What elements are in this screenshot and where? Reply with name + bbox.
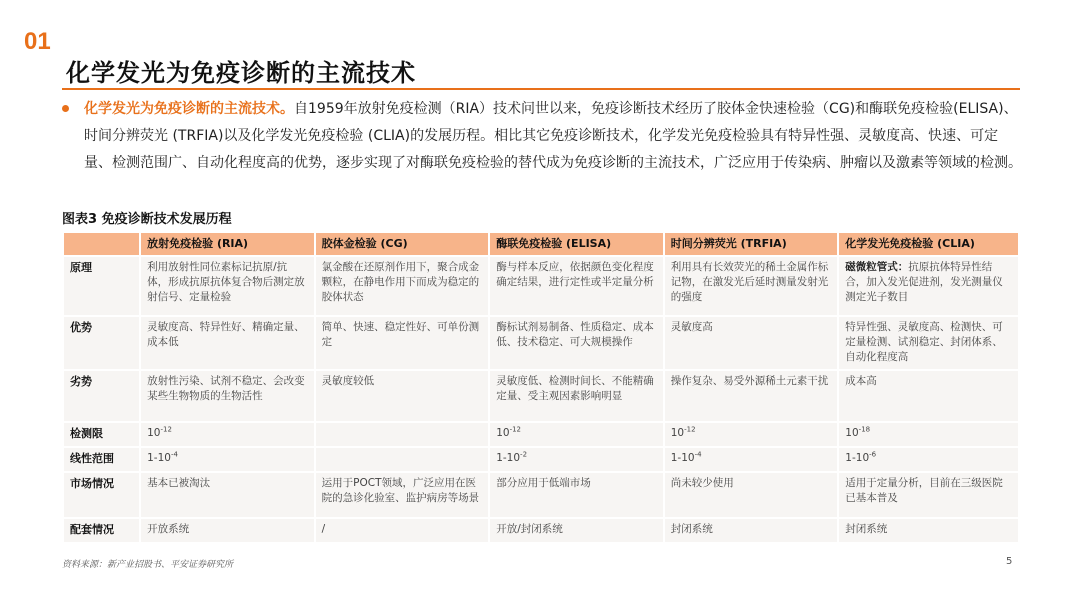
cell-cg: [316, 448, 489, 471]
value-exponent: -4: [694, 450, 702, 459]
intro-highlight: 化学发光为免疫诊断的主流技术。: [84, 101, 294, 117]
row-label: 配套情况: [64, 519, 139, 542]
value-base: 10: [845, 427, 859, 439]
cell-ria: 灵敏度高、特异性好、精确定量、成本低: [141, 317, 314, 369]
clia-principle-text: 抗原抗体特异性结合，加入发光促进剂，发光测量仪测定光子数目: [845, 261, 1003, 303]
value-exponent: -4: [170, 450, 178, 459]
cell-clia: 成本高: [839, 371, 1018, 421]
cell-cg: 氯金酸在还原剂作用下，聚合成金颗粒，在静电作用下而成为稳定的胶体状态: [316, 257, 489, 315]
header-clia: 化学发光免疫检验 (CLIA): [839, 233, 1018, 255]
table-row-disadvantage: [64, 371, 1018, 421]
header-elisa: 酶联免疫检验 (ELISA): [490, 233, 663, 255]
cell-elisa: 部分应用于低端市场: [490, 473, 663, 517]
title-divider: [62, 88, 1020, 90]
clia-principle-term: 磁微粒管式：: [845, 261, 909, 273]
cell-elisa: 开放/封闭系统: [490, 519, 663, 542]
cell-trfia: 尚未较少使用: [665, 473, 838, 517]
value-exponent: -18: [858, 425, 871, 434]
table-header-row: [64, 233, 1018, 255]
cell-ria: 开放系统: [141, 519, 314, 542]
value-base: 10: [670, 427, 685, 439]
cell-ria: 基本已被淘汰: [141, 473, 314, 517]
cell-clia: 封闭系统: [839, 519, 1018, 542]
value-exponent: -2: [520, 450, 528, 459]
cell-cg: /: [316, 519, 489, 542]
cell-elisa: [490, 448, 663, 471]
value-exponent: -12: [509, 425, 522, 434]
value-base: 10: [147, 427, 161, 439]
row-label: 劣势: [64, 371, 139, 421]
row-label: 线性范围: [64, 448, 139, 471]
row-label: 检测限: [64, 423, 139, 446]
technology-comparison-table: [62, 231, 1020, 544]
cell-trfia: 利用具有长效荧光的稀土金属作标记物，在激发光后延时测量发射光的强度: [665, 257, 838, 315]
cell-clia: 特异性强、灵敏度高、检测快、可定量检测、试剂稳定、封闭体系、自动化程度高: [839, 317, 1018, 369]
intro-paragraph: [84, 96, 1024, 177]
cell-clia: [839, 423, 1018, 446]
cell-trfia: 封闭系统: [665, 519, 838, 542]
table-row-market: [64, 473, 1018, 517]
page-number: 5: [1006, 556, 1013, 567]
cell-trfia: 灵敏度高: [665, 317, 838, 369]
value-exponent: -12: [684, 425, 696, 434]
table-caption: 图表3 免疫诊断技术发展历程: [62, 212, 232, 227]
value-base: 1-10: [147, 452, 171, 464]
slide-number: 01: [24, 28, 51, 55]
table-row-linear-range: [64, 448, 1018, 471]
cell-ria: 利用放射性同位素标记抗原/抗体，形成抗原抗体复合物后测定放射信号、定量检验: [141, 257, 314, 315]
value-base: 10: [496, 427, 510, 439]
cell-ria: [141, 423, 314, 446]
cell-elisa: 酶标试剂易制备、性质稳定、成本低、技术稳定、可大规模操作: [490, 317, 663, 369]
value-exponent: -6: [869, 450, 877, 459]
value-exponent: -12: [160, 425, 172, 434]
value-base: 1-10: [496, 452, 521, 464]
row-label: 市场情况: [64, 473, 139, 517]
intro-text: 自1959年放射免疫检测（RIA）技术问世以来，免疫诊断技术经历了胶体金快速检验（CG)和酶联免疫检验(ELISA)、时间分辨荧光 (TRFIA)以及化学发光免疫检验 (CLIA)的发展历程。相比其它免疫诊断技术，化学发光免疫检验具有特异性强、灵敏度高、快速、可定量、检测范围广、自动化程度高的优势，逐步实现了对酶联免疫检验的替代成为免疫诊断的主流技术，广泛应用于传染病、肿瘤以及激素等领域的检测。: [84, 101, 1022, 171]
header-ria: 放射免疫检验 (RIA): [141, 233, 314, 255]
table-row-detection-limit: [64, 423, 1018, 446]
cell-trfia: 操作复杂、易受外源稀土元素干扰: [665, 371, 838, 421]
header-empty: [64, 233, 139, 255]
source-note: 资料来源：新产业招股书、平安证券研究所: [62, 560, 234, 570]
cell-cg: 灵敏度较低: [316, 371, 489, 421]
value-base: 1-10: [845, 452, 870, 464]
table-row-advantage: [64, 317, 1018, 369]
cell-elisa: [490, 423, 663, 446]
cell-clia: [839, 448, 1018, 471]
cell-clia: 适用于定量分析，目前在三级医院已基本普及: [839, 473, 1018, 517]
bullet-dot-icon: [62, 105, 69, 112]
table-row-system: [64, 519, 1018, 542]
cell-ria: [141, 448, 314, 471]
page-title: 化学发光为免疫诊断的主流技术: [66, 59, 416, 87]
value-base: 1-10: [670, 452, 695, 464]
cell-cg: 简单、快速、稳定性好、可单份测定: [316, 317, 489, 369]
row-label: 优势: [64, 317, 139, 369]
cell-elisa: 灵敏度低、检测时间长、不能精确定量、受主观因素影响明显: [490, 371, 663, 421]
header-cg: 胶体金检验 (CG): [316, 233, 489, 255]
cell-clia: [839, 257, 1018, 315]
row-label: 原理: [64, 257, 139, 315]
cell-trfia: [665, 423, 838, 446]
cell-cg: 运用于POCT领域，广泛应用在医院的急诊化验室、监护病房等场景: [316, 473, 489, 517]
cell-trfia: [665, 448, 838, 471]
cell-ria: 放射性污染、试剂不稳定、会改变某些生物物质的生物活性: [141, 371, 314, 421]
cell-cg: [316, 423, 489, 446]
header-trfia: 时间分辨荧光 (TRFIA): [665, 233, 838, 255]
cell-elisa: 酶与样本反应，依据颜色变化程度确定结果，进行定性或半定量分析: [490, 257, 663, 315]
table-row-principle: [64, 257, 1018, 315]
